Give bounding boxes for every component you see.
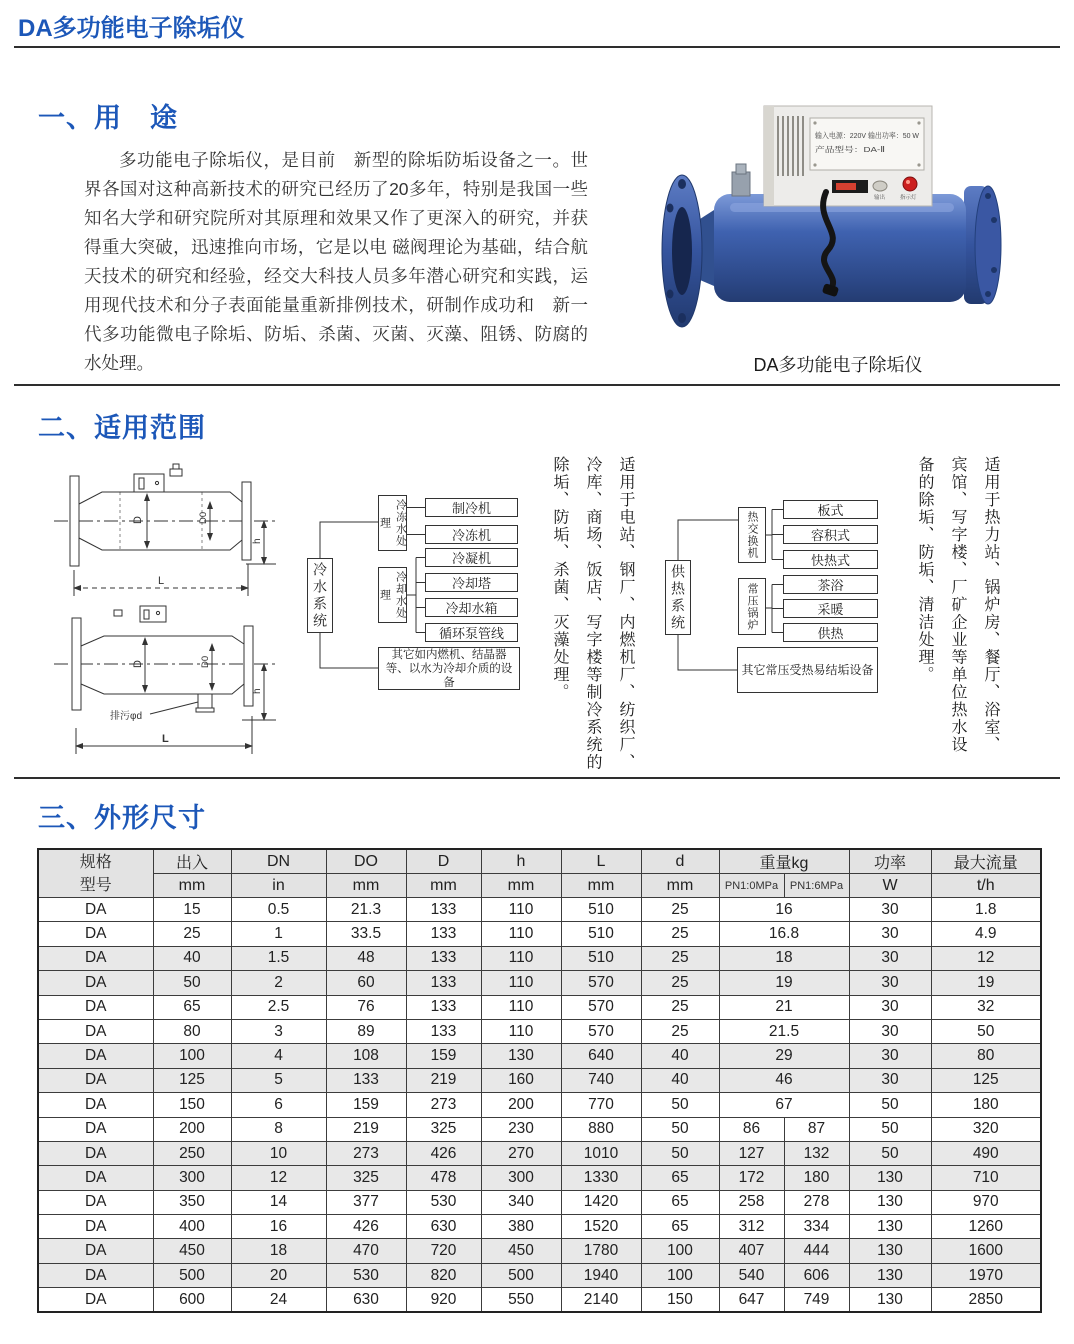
table-cell: 1940 [561,1263,641,1287]
table-cell: 30 [849,946,931,970]
table-cell: 100 [153,1044,231,1068]
table-cell: 5 [231,1068,326,1092]
dim-label-d: D [132,660,144,668]
table-cell: 32 [931,995,1041,1019]
table-row [38,1190,1041,1214]
table-cell: 100 [641,1239,719,1263]
table-cell: 133 [326,1068,406,1092]
table-cell: 25 [641,995,719,1019]
table-cell: 1780 [561,1239,641,1263]
table-row [38,1215,1041,1239]
table-cell: 50 [849,1117,931,1141]
table-cell: 110 [481,971,561,995]
table-cell: 133 [406,946,481,970]
table-cell: 530 [406,1190,481,1214]
table-cell: 320 [931,1117,1041,1141]
table-cell: DA [38,1215,153,1239]
table-cell: 749 [784,1288,849,1312]
header-dn: DN [231,849,326,874]
table-row [38,1239,1041,1263]
table-cell: 570 [561,995,641,1019]
table-cell: 110 [481,1019,561,1043]
table-cell: 150 [641,1288,719,1312]
flow-node: 采暖 [783,599,878,618]
table-cell: 130 [481,1044,561,1068]
table-cell: 133 [406,922,481,946]
flow-node: 循环泵管线 [425,623,518,642]
nameplate-line2: 产品型号：DA-Ⅱ [815,145,870,154]
table-row [38,1117,1041,1141]
table-cell: 150 [153,1093,231,1117]
note-line: 宾馆、写字楼、厂矿企业等单位热水设 [949,456,966,754]
unit-dn: in [231,874,326,898]
table-cell: 89 [326,1019,406,1043]
table-cell: 720 [406,1239,481,1263]
table-row [38,1141,1041,1165]
table-cell: DA [38,898,153,922]
table-cell: 400 [153,1215,231,1239]
flow-node: 容积式 [783,525,878,544]
table-cell: 133 [406,1019,481,1043]
table-cell: 30 [849,1068,931,1092]
table-cell: DA [38,1019,153,1043]
table-cell: 21 [719,995,849,1019]
table-cell: 30 [849,1019,931,1043]
table-cell: 130 [849,1263,931,1287]
flow-node: 冷却水箱 [425,598,518,617]
divider [14,384,1060,386]
table-cell: 76 [326,995,406,1019]
table-cell: 160 [481,1068,561,1092]
table-row [38,1068,1041,1092]
note-line: 适用于热力站、锅炉房、餐厅、浴室、 [982,456,999,754]
table-cell: 450 [481,1239,561,1263]
table-cell: 710 [931,1166,1041,1190]
table-cell: DA [38,1288,153,1312]
table-cell: 130 [849,1288,931,1312]
table-cell: 250 [153,1141,231,1165]
table-cell: 110 [481,946,561,970]
table-cell: 270 [481,1141,561,1165]
table-cell: 14 [231,1190,326,1214]
table-cell: 1520 [561,1215,641,1239]
note-heating-systems [908,456,1007,778]
table-cell: 1.8 [931,898,1041,922]
flow-node: 快热式 [783,550,878,569]
table-cell: 50 [153,971,231,995]
section-heading-use: 一、用 途 [38,103,178,133]
table-cell: 133 [406,995,481,1019]
table-cell: DA [38,971,153,995]
table-cell: 30 [849,1044,931,1068]
dimension-drawing-bottom [50,598,282,766]
table-cell: 550 [481,1288,561,1312]
table-cell: 80 [931,1044,1041,1068]
table-cell: 25 [641,922,719,946]
table-cell: 470 [326,1239,406,1263]
table-cell: 325 [406,1117,481,1141]
table-cell: 2850 [931,1288,1041,1312]
table-cell: 40 [153,946,231,970]
table-cell: 133 [406,971,481,995]
table-cell: 19 [931,971,1041,995]
table-cell: 2140 [561,1288,641,1312]
table-cell: 127 [719,1141,784,1165]
table-row [38,1263,1041,1287]
table-cell: 312 [719,1215,784,1239]
flow-node: 冷却塔 [425,573,518,592]
table-cell: 0.5 [231,898,326,922]
table-cell: 87 [784,1117,849,1141]
flow-node: 冷凝机 [425,548,518,567]
table-cell: 740 [561,1068,641,1092]
table-cell: 21.5 [719,1019,849,1043]
table-cell: 18 [719,946,849,970]
table-cell: 278 [784,1190,849,1214]
table-cell: 380 [481,1215,561,1239]
table-cell: 25 [641,898,719,922]
table-cell: 159 [406,1044,481,1068]
indicator-lamp [903,177,917,191]
table-cell: DA [38,946,153,970]
dim-label-h: h [252,688,263,694]
table-cell: 80 [153,1019,231,1043]
table-cell: 300 [153,1166,231,1190]
table-cell: 880 [561,1117,641,1141]
table-cell: 180 [784,1166,849,1190]
header-l: L [561,849,641,874]
table-cell: 16.8 [719,922,849,946]
table-cell: 407 [719,1239,784,1263]
table-cell: 50 [641,1141,719,1165]
header-spec [38,849,153,898]
dim-label-d0: D0 [198,511,209,524]
divider [14,46,1060,48]
product-photo-art [628,80,1048,348]
table-cell: 30 [849,922,931,946]
table-cell: 65 [153,995,231,1019]
table-row [38,922,1041,946]
table-cell: 110 [481,898,561,922]
table-cell: 230 [481,1117,561,1141]
unit-power: W [849,874,931,898]
unit-h: mm [481,874,561,898]
table-cell: 219 [326,1117,406,1141]
table-row [38,1288,1041,1312]
photo-caption: DA多功能电子除垢仪 [753,355,923,375]
table-cell: 340 [481,1190,561,1214]
header-power: 功率 [849,849,931,874]
table-row [38,1166,1041,1190]
table-cell: 110 [481,995,561,1019]
header-spec-line1: 规格 [79,853,112,871]
table-cell: 570 [561,971,641,995]
table-cell: 630 [326,1288,406,1312]
table-cell: 500 [153,1263,231,1287]
table-cell: 510 [561,922,641,946]
flow-node-other-cold: 其它如内燃机、结晶器等、以水为冷却介质的设备 [378,647,520,690]
table-cell: 1330 [561,1166,641,1190]
table-cell: 490 [931,1141,1041,1165]
table-cell: 67 [719,1093,849,1117]
table-cell: 125 [153,1068,231,1092]
header-do: DO [326,849,406,874]
table-cell: 4 [231,1044,326,1068]
note-line: 适用于电站、钢厂、内燃机厂、纺织厂、 [617,456,634,771]
flow-node: 板式 [783,500,878,519]
table-cell: DA [38,1166,153,1190]
table-cell: 180 [931,1093,1041,1117]
flow-node-heat-system: 供热系统 [665,560,691,635]
table-cell: 20 [231,1263,326,1287]
table-cell: 1420 [561,1190,641,1214]
table-cell: 510 [561,898,641,922]
table-cell: 100 [641,1263,719,1287]
unit-l: mm [561,874,641,898]
unit-pn16: PN1:6MPa [784,874,849,898]
note-line: 冷库、商场、饭店、写字楼等制冷系统的 [584,456,601,771]
table-cell: DA [38,1068,153,1092]
table-row [38,1044,1041,1068]
note-line: 除垢、防垢、杀菌、灭藻处理。 [551,456,568,701]
dim-label-l: L [162,733,169,745]
table-cell: 16 [719,898,849,922]
flow-node-cooling-water: 冷却水处理 [378,567,407,623]
table-cell: DA [38,1190,153,1214]
table-row [38,1019,1041,1043]
nameplate-line1: 输入电源：220V 输出功率：50 W [815,131,928,140]
unit-d: mm [406,874,481,898]
table-cell: 130 [849,1239,931,1263]
note-cooling-systems [543,456,642,778]
flow-node: 供热 [783,623,878,642]
table-cell: 1.5 [231,946,326,970]
table-cell: 48 [326,946,406,970]
table-cell: 24 [231,1288,326,1312]
table-cell: 478 [406,1166,481,1190]
table-cell: 65 [641,1190,719,1214]
flow-node-boiler: 常压锅炉 [738,578,766,635]
section-heading-dimensions: 三、外形尺寸 [38,803,206,833]
header-h: h [481,849,561,874]
table-cell: DA [38,1239,153,1263]
table-cell: 606 [784,1263,849,1287]
table-cell: 350 [153,1190,231,1214]
dimension-drawing-top [50,452,282,602]
table-cell: 1 [231,922,326,946]
note-line: 备的除垢、防垢、清洁处理。 [916,456,933,684]
table-cell: 46 [719,1068,849,1092]
flow-node: 茶浴 [783,575,878,594]
table-cell: 570 [561,1019,641,1043]
table-cell: 273 [326,1141,406,1165]
table-cell: 159 [326,1093,406,1117]
section-heading-scope: 二、适用范围 [38,413,206,443]
table-cell: 2.5 [231,995,326,1019]
flow-node-cold-system: 冷水系统 [307,558,333,633]
flowchart-cold-water [300,490,540,695]
flow-node-other-heat: 其它常压受热易结垢设备 [737,647,878,693]
switch-label: 输出 [874,195,886,201]
table-cell: 130 [849,1215,931,1239]
header-maxflow: 最大流量 [931,849,1041,874]
table-cell: 200 [481,1093,561,1117]
flow-node: 冷冻机 [425,525,518,544]
table-cell: 2 [231,971,326,995]
divider [14,777,1060,779]
unit-maxflow: t/h [931,874,1041,898]
table-cell: 510 [561,946,641,970]
table-cell: 540 [719,1263,784,1287]
unit-do: mm [326,874,406,898]
table-cell: 30 [849,995,931,1019]
table-cell: 19 [719,971,849,995]
table-cell: 30 [849,898,931,922]
header-outin: 出入 [153,849,231,874]
table-cell: 50 [641,1093,719,1117]
table-cell: 132 [784,1141,849,1165]
table-cell: 300 [481,1166,561,1190]
table-cell: 4.9 [931,922,1041,946]
table-cell: 3 [231,1019,326,1043]
table-cell: 920 [406,1288,481,1312]
table-cell: 200 [153,1117,231,1141]
dimensions-table-body [38,898,1041,1313]
table-cell: 86 [719,1117,784,1141]
table-cell: 29 [719,1044,849,1068]
header-weight: 重量kg [719,849,849,874]
nameplate [810,118,928,170]
table-cell: DA [38,1117,153,1141]
table-cell: 1600 [931,1239,1041,1263]
table-cell: 25 [641,946,719,970]
flowchart-heating [655,490,895,700]
intro-paragraph: 多功能电子除垢仪，是目前 新型的除垢防垢设备之一。世界各国对这种高新技术的研究已经历了20多年，特别是我国一些知名大学和研究院所对其原理和效果又作了更深入的研究，并获得重大突破，迅速推向市场，它是以电 磁阀理论为基础，结合航天技术的研究和经验，经交大科技人员多年潜心研究和实践，运用现代技术和分子表面能量重新排例技术，研制作成功和 新一代多功能微电子除垢、防垢、杀菌、灭菌、灭藻、阻锈、防腐的水处理。 [84,150,588,373]
page-title: DA多功能电子除垢仪 [18,15,245,42]
table-cell: 108 [326,1044,406,1068]
table-cell: 25 [641,1019,719,1043]
table-cell: 172 [719,1166,784,1190]
table-cell: 125 [931,1068,1041,1092]
table-cell: 25 [153,922,231,946]
flow-node-chilled-water: 冷冻水处理 [378,495,407,551]
table-cell: 377 [326,1190,406,1214]
table-cell: 8 [231,1117,326,1141]
table-row [38,995,1041,1019]
table-cell: 130 [849,1166,931,1190]
table-cell: DA [38,922,153,946]
dim-label-h: h [252,538,263,544]
table-cell: 500 [481,1263,561,1287]
table-cell: 130 [849,1190,931,1214]
table-cell: 530 [326,1263,406,1287]
dim-label-l: L [158,575,165,587]
table-cell: 25 [641,971,719,995]
table-cell: 450 [153,1239,231,1263]
table-cell: 219 [406,1068,481,1092]
table-cell: 16 [231,1215,326,1239]
output-switch [873,181,887,191]
table-cell: 647 [719,1288,784,1312]
table-cell: 50 [931,1019,1041,1043]
table-cell: 50 [641,1117,719,1141]
table-cell: 10 [231,1141,326,1165]
unit-dia: mm [641,874,719,898]
table-cell: 6 [231,1093,326,1117]
header-spec-line2: 型号 [79,876,112,894]
table-cell: DA [38,1093,153,1117]
table-row [38,898,1041,922]
table-cell: 325 [326,1166,406,1190]
table-cell: DA [38,1044,153,1068]
header-dia: d [641,849,719,874]
flow-node: 制冷机 [425,498,518,517]
dim-label-d: D [132,516,144,524]
table-cell: 258 [719,1190,784,1214]
table-cell: DA [38,1141,153,1165]
unit-pn10: PN1:0MPa [719,874,784,898]
table-cell: 18 [231,1239,326,1263]
table-cell: 12 [931,946,1041,970]
unit-outin: mm [153,874,231,898]
table-cell: 444 [784,1239,849,1263]
table-cell: 970 [931,1190,1041,1214]
flow-node-heat-exchanger: 热交换机 [738,507,766,563]
lamp-label: 指示灯 [900,195,917,201]
table-cell: 273 [406,1093,481,1117]
table-row [38,946,1041,970]
table-cell: 133 [406,898,481,922]
table-row [38,1093,1041,1117]
table-cell: 426 [326,1215,406,1239]
table-cell: 50 [849,1093,931,1117]
table-header [38,849,1041,898]
table-cell: 1970 [931,1263,1041,1287]
table-cell: 600 [153,1288,231,1312]
table-cell: DA [38,995,153,1019]
table-cell: 40 [641,1068,719,1092]
table-cell: 1010 [561,1141,641,1165]
header-d: D [406,849,481,874]
table-cell: 33.5 [326,922,406,946]
table-cell: 30 [849,971,931,995]
table-cell: 820 [406,1263,481,1287]
dimensions-table [37,848,1042,1313]
table-cell: DA [38,1263,153,1287]
table-row [38,971,1041,995]
table-cell: 334 [784,1215,849,1239]
table-cell: 1260 [931,1215,1041,1239]
table-cell: 640 [561,1044,641,1068]
table-cell: 426 [406,1141,481,1165]
table-cell: 15 [153,898,231,922]
table-cell: 630 [406,1215,481,1239]
table-cell: 60 [326,971,406,995]
table-cell: 50 [849,1141,931,1165]
dim-label-d0: D0 [200,655,211,668]
table-cell: 770 [561,1093,641,1117]
table-cell: 110 [481,922,561,946]
table-cell: 65 [641,1166,719,1190]
table-cell: 21.3 [326,898,406,922]
drain-label: 排污φd [110,711,143,722]
table-cell: 12 [231,1166,326,1190]
table-cell: 65 [641,1215,719,1239]
table-cell: 40 [641,1044,719,1068]
product-photo [628,80,1048,348]
